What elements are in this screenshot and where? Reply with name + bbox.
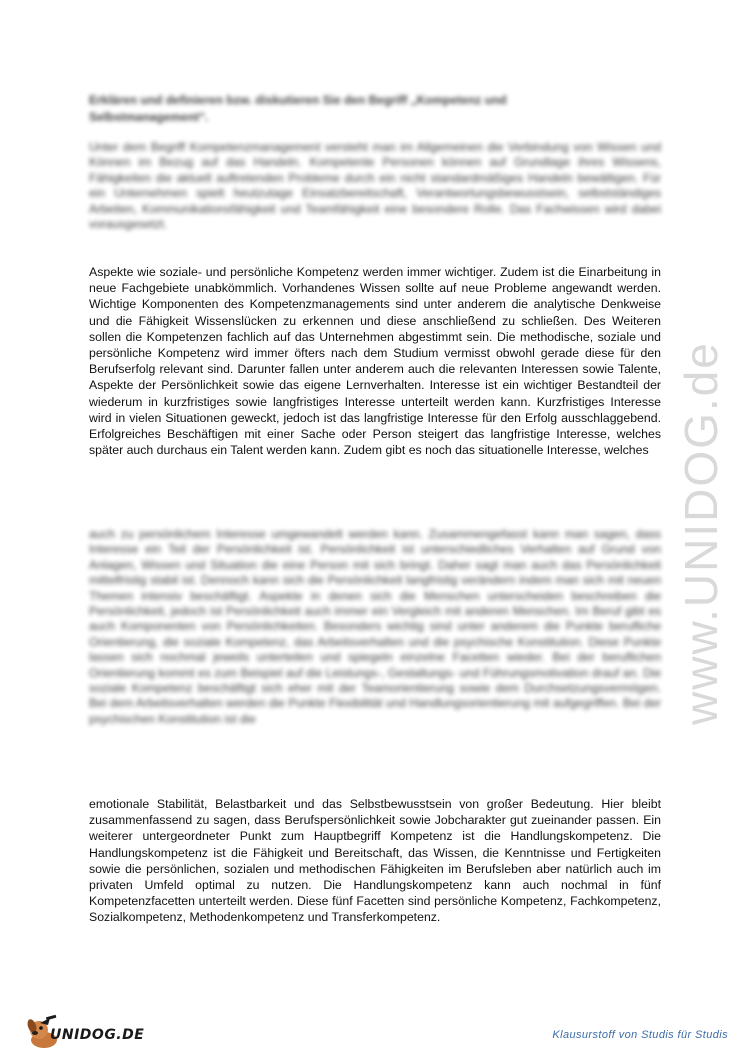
blurred-intro-paragraph: Unter dem Begriff Kompetenzmanagement versteht man im Allgemeinen die Verbindung von Wissen und Können im Bezug auf das Handeln. Kompetente Personen können auf Grundlage ihres Wissens, Fähigkeiten die aktuell auftretenden Probleme durch ein nicht standardmäßiges Handeln bewältigen. Für ein Unternehmen spielt heutzutage Einsatzbereitschaft, Verantwortungsbewusstsein, selbstständiges Arbeiten, Kommunikationsfähigkeit und Teamfähigkeit eine besondere Rolle. Das Fachwissen wird dabei vorausgesetzt.	[89, 140, 661, 232]
visible-paragraph-2: emotionale Stabilität, Belastbarkeit und das Selbstbewusstsein von großer Bedeutung. Hier bleibt zusammenfassend zu sagen, dass Berufspersönlichkeit sowie Jobcharakter gut zueinander passen. Ein weiterer untergeordneter Punkt zum Hauptbegriff Kompetenz ist die Handlungskompetenz. Die Handlungskompetenz ist die Fähigkeit und Bereitschaft, das Wissen, die Kenntnisse und Fertigkeiten sowie die persönlichen, sozialen und methodischen Fähigkeiten im Berufsleben aber natürlich auch im privaten Umfeld optimal zu nutzen. Die Handlungskompetenz kann auch nochmal in fünf Kompetenzfacetten unterteilt werden. Diese fünf Facetten sind persönliche Kompetenz, Fachkompetenz, Sozialkompetenz, Methodenkompetenz und Transferkompetenz.	[89, 797, 661, 925]
blurred-middle-paragraph: auch zu persönlichem Interesse umgewandelt werden kann. Zusammengefasst kann man sagen, dass Interesse ein Teil der Persönlichkeit ist. Persönlichkeit ist unterschiedliches Verhalten auf Grund von Anlagen, Wissen und Situation die eine Person mit sich bringt. Daher sagt man auch das Persönlichkeit mittelfristig stabil ist. Dennoch kann sich die Persönlichkeit langfristig verändern indem man sich mit neuen Themen intensiv beschäftigt. Aspekte in denen sich die Menschen unterscheiden beschreiben die Persönlichkeit, jedoch ist Persönlichkeit auch immer ein Vergleich mit anderen Menschen. Im Beruf gibt es auch Komponenten von Persönlichkeiten. Besonders wichtig sind unter anderem die Punkte berufliche Orientierung, die soziale Kompetenz, das Arbeitsverhalten und die psychische Konstitution. Diese Punkte lassen sich nochmal jeweils unterteilen und spiegeln einzelne Facetten wieder. Bei der beruflichen Orientierung kommt es zum Beispiel auf die Leistungs-, Gestaltungs- und Führungsmotivation drauf an. Die soziale Kompetenz beschäftigt sich eher mit der Teamorientierung sowie dem Durchsetzungsvermögen. Bei dem Arbeitsverhalten werden die Punkte Flexibilität und Handlungsorientierung mit aufgegriffen. Bei der psychischen Konstitution ist die	[89, 527, 661, 726]
unidog-watermark	[655, 270, 745, 730]
document-title: Erklären und definieren bzw. diskutieren Sie den Begriff „Kompetenz und Selbstmanagement“.	[89, 93, 507, 124]
visible-paragraph-1: Aspekte wie soziale- und persönliche Kompetenz werden immer wichtiger. Zudem ist die Einarbeitung in neue Fachgebiete unabkömmlich. Vorhandenes Wissen sollte auf neue Probleme angewandt werden. Wichtige Komponenten des Kompetenzmanagements sind unter anderem die analytische Denkweise und die Fähigkeit Wissenslücken zu erkennen und diese anschließend zu schließen. Des Weiteren sollen die Kompetenzen fachlich auf das Unternehmen abgestimmt sein. Die methodische, soziale und persönliche Kompetenz wird immer öfters nach dem Studium vermisst obwohl gerade diese für den Berufserfolg relevant sind. Darunter fallen unter anderem auch die relevanten Interessen sowie Talente, Aspekte der Persönlichkeit sowie das eigene Lernverhalten. Interesse ist ein wichtiger Bestandteil der wiederum in kurzfristiges sowie langfristiges Interesse unterteilt werden kann. Kurzfristiges Interesse wird in vielen Situationen geweckt, jedoch ist das langfristige Interesse für den Erfolg ausschlaggebend. Erfolgreiches Beschäftigen mit einer Sache oder Person steigert das langfristige Interesse, welches später auch durchaus ein Talent werden kann. Zudem gibt es noch das situationelle Interesse, welches	[89, 265, 661, 458]
watermark-text: www.UNIDOG.de	[675, 341, 727, 725]
footer-slogan: Klausurstoff von Studis für Studis	[552, 1029, 728, 1041]
logo-text: UNIDOG.DE	[50, 1027, 145, 1043]
